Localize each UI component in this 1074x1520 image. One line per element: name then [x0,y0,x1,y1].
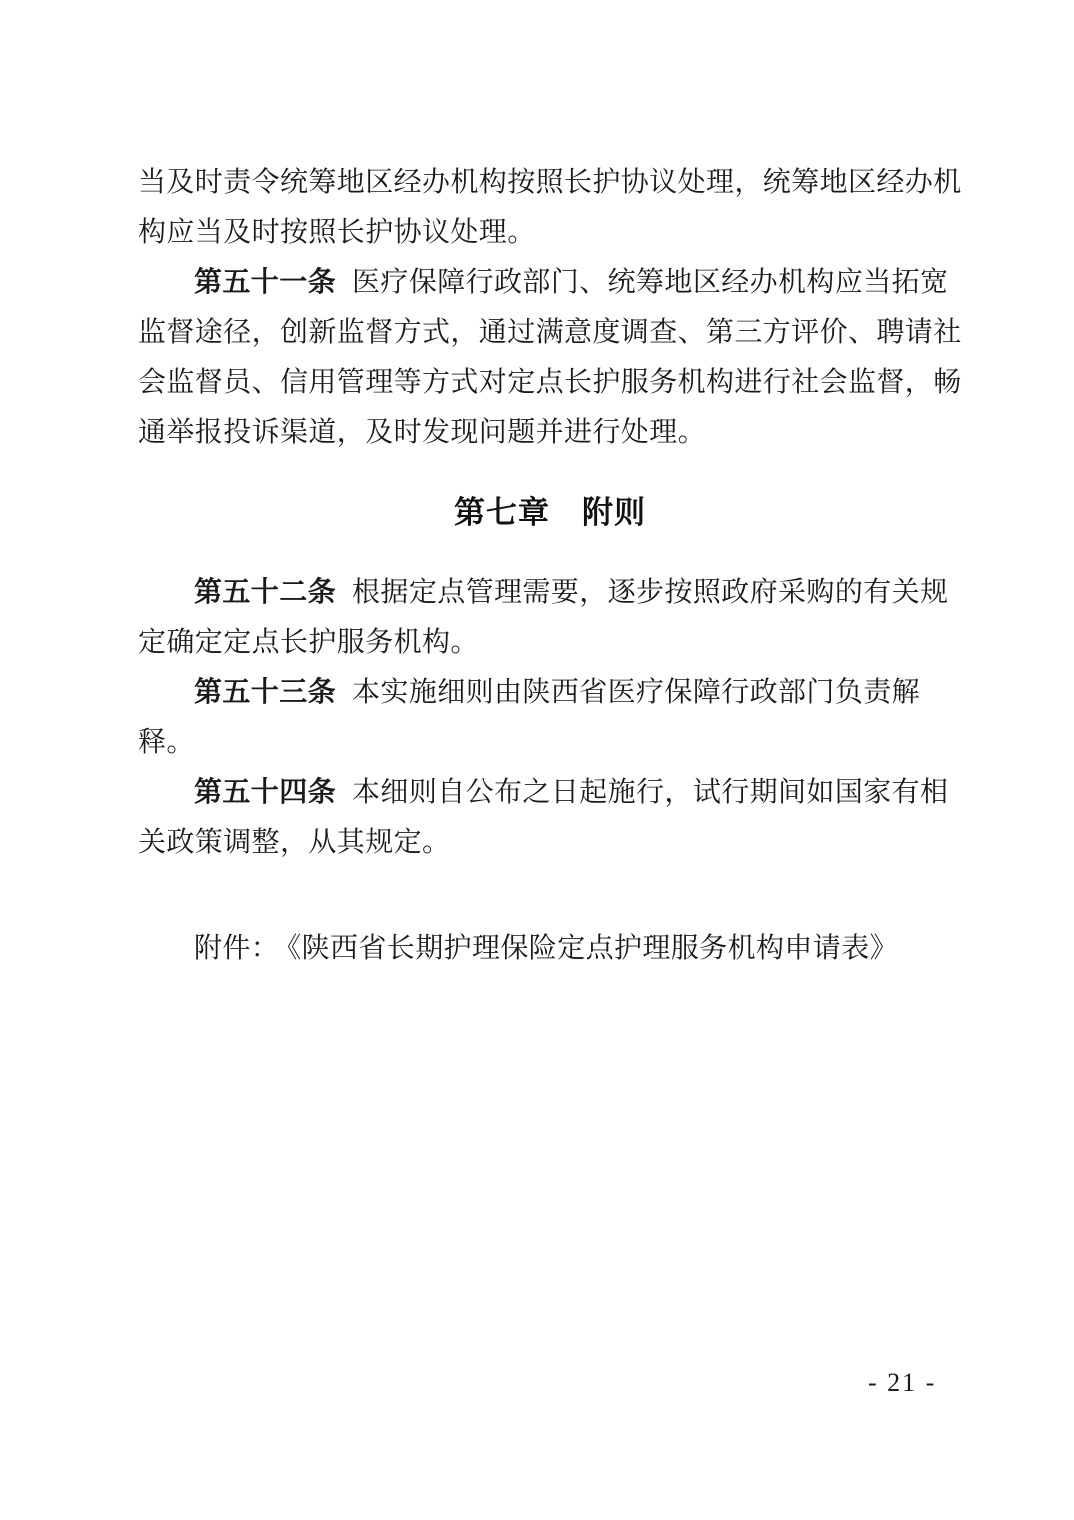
page-number: - 21 - [868,1368,937,1397]
attachment-label: 附件： [194,933,280,964]
article-52-first-line [138,568,962,618]
article-52-number: 第五十二条 [194,577,337,608]
paragraph-line: 构应当及时按照长护协议处理。 [138,217,536,248]
paragraph-line: 当及时责令统筹地区经办机构按照长护协议处理，统筹地区经办机 [138,167,962,198]
attachment-title: 《陕西省长期护理保险定点护理服务机构申请表》 [287,933,899,964]
article-51-text: 医疗保障行政部门、统筹地区经办机构应当拓宽 [352,267,949,298]
article-53-first-line [138,668,962,718]
article-51-first-line [138,258,962,308]
article-53-text: 本实施细则由陕西省医疗保障行政部门负责解 [352,677,921,708]
article-54-line: 关政策调整，从其规定。 [138,827,451,858]
article-52-text: 根据定点管理需要，逐步按照政府采购的有关规 [352,577,949,608]
article-51-line: 监督途径，创新监督方式，通过满意度调查、第三方评价、聘请社 [138,317,962,348]
attachment-line [138,924,962,974]
article-52-line: 定确定定点长护服务机构。 [138,627,479,658]
article-51-line: 会监督员、信用管理等方式对定点长护服务机构进行社会监督，畅 [138,367,962,398]
article-53-number: 第五十三条 [194,677,337,708]
article-51-number: 第五十一条 [194,267,337,298]
chapter-heading: 第七章 附则 [454,495,646,530]
article-54-text: 本细则自公布之日起施行，试行期间如国家有相 [352,777,949,808]
document-body [138,158,962,974]
article-53-line: 释。 [138,727,195,758]
article-51-line: 通举报投诉渠道，及时发现问题并进行处理。 [138,417,707,448]
article-54-first-line [138,768,962,818]
article-54-number: 第五十四条 [194,777,337,808]
